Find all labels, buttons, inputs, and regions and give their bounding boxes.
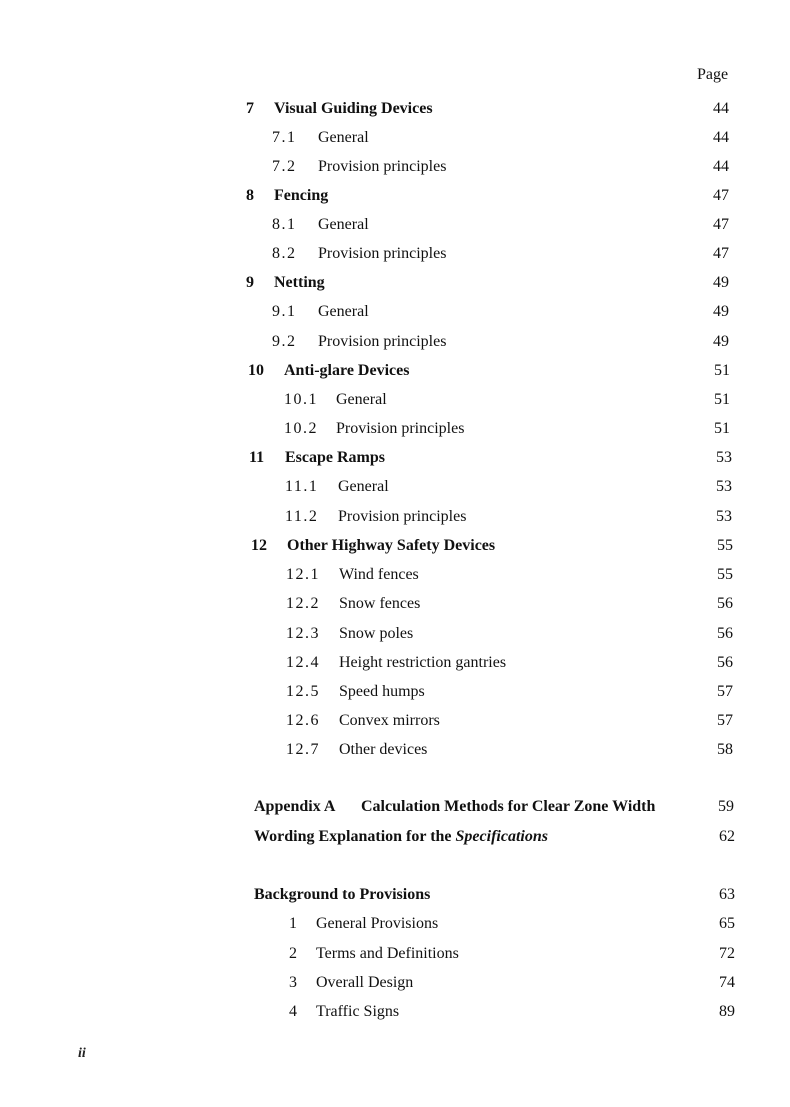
toc-entry-number: 8.2	[272, 245, 297, 262]
toc-entry-page: 51	[714, 362, 730, 379]
toc-entry-page: 57	[717, 683, 733, 700]
toc-entry-title: Provision principles	[318, 158, 447, 175]
toc-entry-number: 12.1	[286, 566, 320, 583]
toc-entry-title: Speed humps	[339, 683, 425, 700]
toc-entry-chapter[interactable]	[249, 447, 385, 469]
toc-entry-chapter[interactable]	[248, 360, 409, 382]
background-title: Background to Provisions	[254, 886, 431, 903]
toc-entry-title: Convex mirrors	[339, 712, 440, 729]
toc-entry-chapter[interactable]	[251, 535, 495, 557]
toc-entry-title: Traffic Signs	[316, 1003, 400, 1020]
toc-entry-section[interactable]	[286, 593, 420, 615]
footer-page-number: ii	[78, 1046, 86, 1061]
toc-entry-page: 47	[713, 187, 729, 204]
toc-entry-number: 11.2	[285, 508, 319, 525]
toc-entry-title: Snow poles	[339, 625, 414, 642]
toc-entry-background-item[interactable]	[289, 972, 413, 994]
toc-entry-number: 10.2	[284, 420, 318, 437]
toc-entry-number: 12.7	[286, 741, 320, 758]
toc-entry-title: Visual Guiding Devices	[274, 100, 433, 117]
toc-entry-chapter[interactable]	[246, 98, 433, 120]
toc-entry-section[interactable]	[285, 476, 389, 498]
toc-entry-section[interactable]	[272, 301, 369, 323]
toc-entry-page: 47	[713, 245, 729, 262]
appendix-label: Appendix A	[254, 798, 336, 815]
toc-entry-page: 51	[714, 420, 730, 437]
toc-entry-page: 56	[717, 654, 733, 671]
toc-entry-title: Terms and Definitions	[316, 945, 459, 962]
toc-entry-section[interactable]	[286, 564, 419, 586]
toc-entry-section[interactable]	[286, 681, 425, 703]
toc-entry-title: Provision principles	[318, 333, 447, 350]
toc-entry-number: 11.1	[285, 478, 319, 495]
toc-entry-number: 7.1	[272, 129, 297, 146]
toc-entry-page: 55	[717, 537, 733, 554]
toc-entry-title: General	[318, 216, 369, 233]
toc-entry-section[interactable]	[286, 710, 440, 732]
toc-entry-page: 49	[713, 274, 729, 291]
toc-entry-title: Anti-glare Devices	[284, 362, 410, 379]
toc-entry-page: 44	[713, 158, 729, 175]
toc-entry-section[interactable]	[272, 331, 446, 353]
toc-entry-page: 59	[718, 798, 734, 815]
toc-entry-title: General	[318, 303, 369, 320]
toc-entry-background[interactable]	[254, 884, 430, 906]
toc-entry-number: 9.2	[272, 333, 297, 350]
toc-entry-page: 51	[714, 391, 730, 408]
toc-entry-section[interactable]	[272, 214, 369, 236]
toc-entry-appendix[interactable]	[254, 796, 655, 818]
toc-entry-section[interactable]	[286, 652, 506, 674]
toc-entry-number: 8.1	[272, 216, 297, 233]
toc-entry-section[interactable]	[286, 623, 413, 645]
toc-entry-title: General	[338, 478, 389, 495]
toc-entry-page: 53	[716, 508, 732, 525]
toc-entry-title: General	[318, 129, 369, 146]
toc-entry-page: 74	[719, 974, 735, 991]
toc-entry-number: 10.1	[284, 391, 318, 408]
toc-entry-number: 12.6	[286, 712, 320, 729]
toc-entry-number: 7.2	[272, 158, 297, 175]
toc-entry-page: 49	[713, 303, 729, 320]
toc-entry-chapter[interactable]	[246, 185, 328, 207]
toc-entry-page: 63	[719, 886, 735, 903]
toc-entry-number: 7	[246, 100, 254, 117]
toc-entry-number: 4	[289, 1003, 297, 1020]
toc-entry-number: 3	[289, 974, 297, 991]
toc-entry-page: 57	[717, 712, 733, 729]
toc-entry-page: 49	[713, 333, 729, 350]
toc-entry-title: Provision principles	[318, 245, 447, 262]
toc-entry-number: 9.1	[272, 303, 297, 320]
toc-entry-title: Overall Design	[316, 974, 414, 991]
toc-entry-number: 2	[289, 945, 297, 962]
toc-entry-number: 12	[251, 537, 267, 554]
toc-entry-title: Provision principles	[336, 420, 465, 437]
toc-entry-page: 55	[717, 566, 733, 583]
toc-entry-number: 8	[246, 187, 254, 204]
toc-entry-title: Height restriction gantries	[339, 654, 507, 671]
toc-entry-title: Snow fences	[339, 595, 421, 612]
toc-entry-chapter[interactable]	[246, 272, 325, 294]
toc-entry-background-item[interactable]	[289, 913, 438, 935]
toc-entry-page: 89	[719, 1003, 735, 1020]
toc-entry-section[interactable]	[284, 418, 464, 440]
toc-entry-title: Provision principles	[338, 508, 467, 525]
toc-entry-section[interactable]	[284, 389, 387, 411]
toc-entry-page: 56	[717, 625, 733, 642]
wording-prefix: Wording Explanation for the	[254, 828, 452, 845]
toc-entry-title: Netting	[274, 274, 325, 291]
toc-entry-page: 47	[713, 216, 729, 233]
toc-entry-title: Fencing	[274, 187, 329, 204]
toc-entry-title: General Provisions	[316, 915, 439, 932]
toc-entry-background-item[interactable]	[289, 1001, 399, 1023]
toc-entry-number: 1	[289, 915, 297, 932]
toc-entry-number: 12.5	[286, 683, 320, 700]
toc-entry-section[interactable]	[272, 127, 369, 149]
toc-entry-page: 72	[719, 945, 735, 962]
toc-entry-section[interactable]	[285, 506, 466, 528]
toc-entry-section[interactable]	[286, 739, 427, 761]
toc-entry-title: Escape Ramps	[285, 449, 386, 466]
toc-entry-title: Other devices	[339, 741, 428, 758]
toc-entry-number: 10	[248, 362, 264, 379]
toc-entry-number: 11	[249, 449, 265, 466]
toc-entry-wording[interactable]	[254, 826, 548, 848]
toc-entry-background-item[interactable]	[289, 943, 459, 965]
toc-entry-title: Wind fences	[339, 566, 419, 583]
toc-entry-number: 12.2	[286, 595, 320, 612]
toc-entry-page: 56	[717, 595, 733, 612]
toc-entry-title: General	[336, 391, 387, 408]
toc-entry-section[interactable]	[272, 156, 446, 178]
toc-entry-page: 44	[713, 100, 729, 117]
toc-entry-page: 53	[716, 449, 732, 466]
toc-entry-page: 53	[716, 478, 732, 495]
toc-entry-number: 12.3	[286, 625, 320, 642]
toc-entry-page: 44	[713, 129, 729, 146]
wording-italic-title: Specifications	[455, 828, 548, 845]
toc-entry-section[interactable]	[272, 243, 446, 265]
appendix-title: Calculation Methods for Clear Zone Width	[361, 798, 656, 815]
toc-entry-page: 62	[719, 828, 735, 845]
toc-entry-page: 65	[719, 915, 735, 932]
toc-entry-title: Other Highway Safety Devices	[287, 537, 496, 554]
page-header-label: Page	[697, 66, 729, 83]
toc-entry-number: 12.4	[286, 654, 320, 671]
toc-entry-page: 58	[717, 741, 733, 758]
toc-entry-number: 9	[246, 274, 254, 291]
